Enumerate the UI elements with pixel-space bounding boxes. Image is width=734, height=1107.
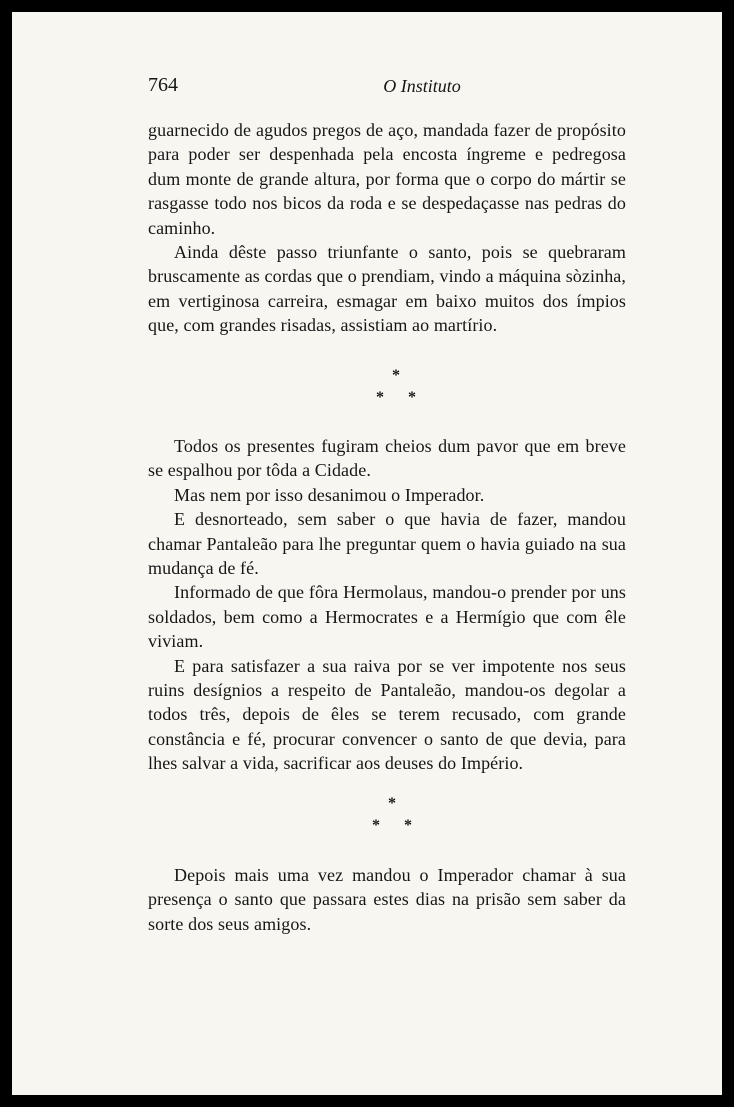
paragraph: Todos os presentes fugiram cheios dum pavor que em breve se espalhou por tôda a Cidade. — [148, 436, 626, 481]
paragraph: E para satisfazer a sua raiva por se ver impotente nos seus ruins desígnios a respeito de Pantaleão, mandou-os degolar a todos três, depois de êles se terem recusado, com grande constância e fé, procurar convencer o santo de que devia, para lhes salvar a vida, sacrificar aos deuses do Império. — [148, 655, 626, 774]
asterisk-left: * — [376, 389, 384, 406]
text-block-1 — [148, 118, 626, 338]
paragraph: Mas nem por isso desanimou o Imperador. — [174, 484, 485, 505]
paragraph: guarnecido de agudos pregos de aço, mandada fazer de propósito para poder ser despenhada pela encosta íngreme e pedregosa dum monte de grande altura, por forma que o corpo do mártir se rasgasse todo nos bicos da roda e se despedaçasse nas pedras do caminho. — [148, 120, 626, 238]
paragraph: Ainda dêste passo triunfante o santo, pois se quebraram bruscamente as cordas que o prendiam, vindo a máquina sòzinha, em vertiginosa carreira, esmagar em baixo muitos dos ímpios que, com grandes risadas, assistiam ao martírio. — [148, 242, 626, 336]
asterisk-top: * — [388, 795, 396, 812]
asterisk-top: * — [392, 367, 400, 384]
paragraph: E desnorteado, sem saber o que havia de fazer, mandou chamar Pantaleão para lhe preguntar quem o havia guiado na sua mudança de fé. — [148, 509, 626, 579]
running-title: O Instituto — [383, 76, 461, 96]
paragraph: Depois mais uma vez mandou o Imperador chamar à sua presença o santo que passara estes dias na prisão sem saber da sorte dos seus amigos. — [148, 865, 626, 934]
asterisk-right: * — [404, 817, 412, 834]
asterisk-right: * — [408, 389, 416, 406]
text-block-2 — [148, 434, 626, 776]
asterisk-left: * — [372, 817, 380, 834]
page-number: 764 — [148, 74, 178, 96]
paragraph: Informado de que fôra Hermolaus, mandou-o prender por uns soldados, bem como a Hermocrates e a Hermígio que com êle viviam. — [148, 582, 626, 652]
section-separator — [376, 366, 436, 410]
text-block-3 — [148, 863, 626, 936]
section-separator — [372, 794, 432, 838]
